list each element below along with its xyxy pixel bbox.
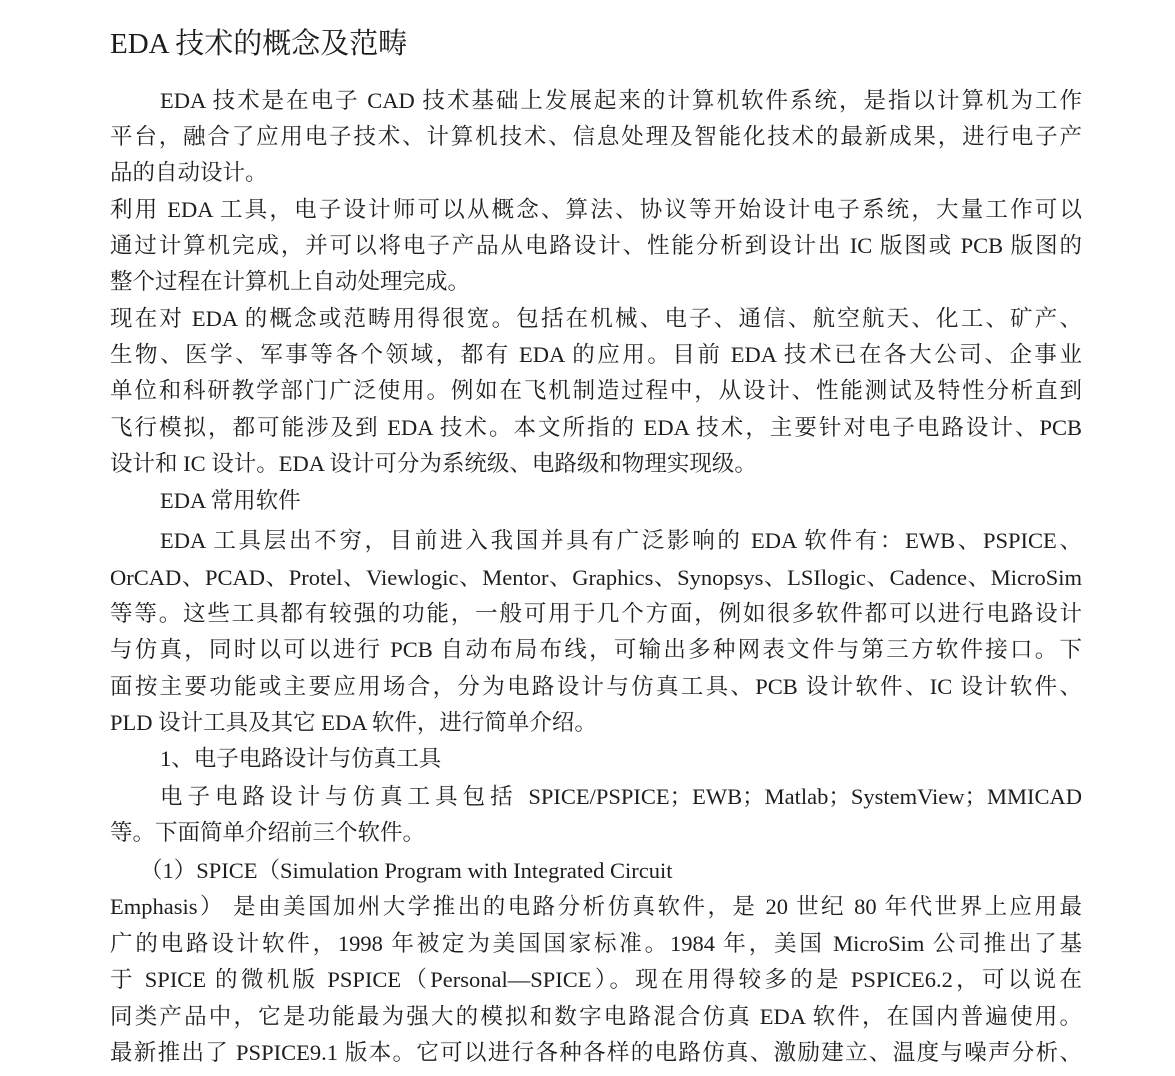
text-line: 同类产品中，它是功能最为强大的模拟和数字电路混合仿真 EDA 软件，在国内普遍使用。 [110, 1004, 1082, 1029]
text-line: 飞行模拟，都可能涉及到 EDA 技术。本文所指的 EDA 技术，主要针对电子电路设计、PCB [110, 415, 1082, 440]
text-line: 通过计算机完成，并可以将电子产品从电路设计、性能分析到设计出 IC 版图或 PCB 版图的 [110, 233, 1082, 258]
text-line: 与仿真，同时以可以进行 PCB 自动布局布线，可输出多种网表文件与第三方软件接口。下 [110, 637, 1082, 662]
text-line: 广的电路设计软件，1998 年被定为美国国家标准。1984 年，美国 MicroSim 公司推出了基 [110, 931, 1082, 956]
text-line: 设计和 IC 设计。EDA 设计可分为系统级、电路级和物理实现级。 [110, 451, 757, 476]
section-heading: 1、电子电路设计与仿真工具 [160, 746, 442, 771]
text-line: 单位和科研教学部门广泛使用。例如在飞机制造过程中，从设计、性能测试及特性分析直到 [110, 378, 1082, 403]
text-line: OrCAD、PCAD、Protel、Viewlogic、Mentor、Graphics、Synopsys、LSIlogic、Cadence、MicroSim [110, 565, 1082, 590]
text-line: EDA 技术是在电子 CAD 技术基础上发展起来的计算机软件系统，是指以计算机为工作 [160, 88, 1082, 113]
document-title: EDA 技术的概念及范畴 [110, 28, 408, 60]
text-line: 面按主要功能或主要应用场合，分为电路设计与仿真工具、PCB 设计软件、IC 设计软件、 [110, 674, 1082, 699]
text-line: 生物、医学、军事等各个领域，都有 EDA 的应用。目前 EDA 技术已在各大公司、企事业 [110, 342, 1082, 367]
text-line: 利用 EDA 工具，电子设计师可以从概念、算法、协议等开始设计电子系统，大量工作可以 [110, 197, 1082, 222]
text-line: 等。下面简单介绍前三个软件。 [110, 820, 426, 845]
section-heading: EDA 常用软件 [160, 488, 301, 513]
text-line: 现在对 EDA 的概念或范畴用得很宽。包括在机械、电子、通信、航空航天、化工、矿产、 [110, 306, 1082, 331]
text-line: 最新推出了 PSPICE9.1 版本。它可以进行各种各样的电路仿真、激励建立、温度与噪声分析、 [110, 1040, 1082, 1065]
text-line: 电子电路设计与仿真工具包括 SPICE/PSPICE；EWB；Matlab；SystemView；MMICAD [160, 784, 1082, 809]
text-line: 平台，融合了应用电子技术、计算机技术、信息处理及智能化技术的最新成果，进行电子产 [110, 124, 1082, 149]
text-line: 于 SPICE 的微机版 PSPICE（Personal—SPICE）。现在用得较多的是 PSPICE6.2，可以说在 [110, 967, 1082, 992]
text-line: 品的自动设计。 [110, 160, 268, 185]
text-line: Emphasis） 是由美国加州大学推出的电路分析仿真软件，是 20 世纪 80 年代世界上应用最 [110, 894, 1082, 919]
text-line: EDA 工具层出不穷，目前进入我国并具有广泛影响的 EDA 软件有：EWB、PSPICE、 [160, 528, 1082, 553]
text-line: （1）SPICE（Simulation Program with Integrated Circuit [140, 858, 673, 883]
text-line: 等等。这些工具都有较强的功能，一般可用于几个方面，例如很多软件都可以进行电路设计 [110, 601, 1082, 626]
text-line: PLD 设计工具及其它 EDA 软件，进行简单介绍。 [110, 710, 597, 735]
text-line: 整个过程在计算机上自动处理完成。 [110, 269, 471, 294]
